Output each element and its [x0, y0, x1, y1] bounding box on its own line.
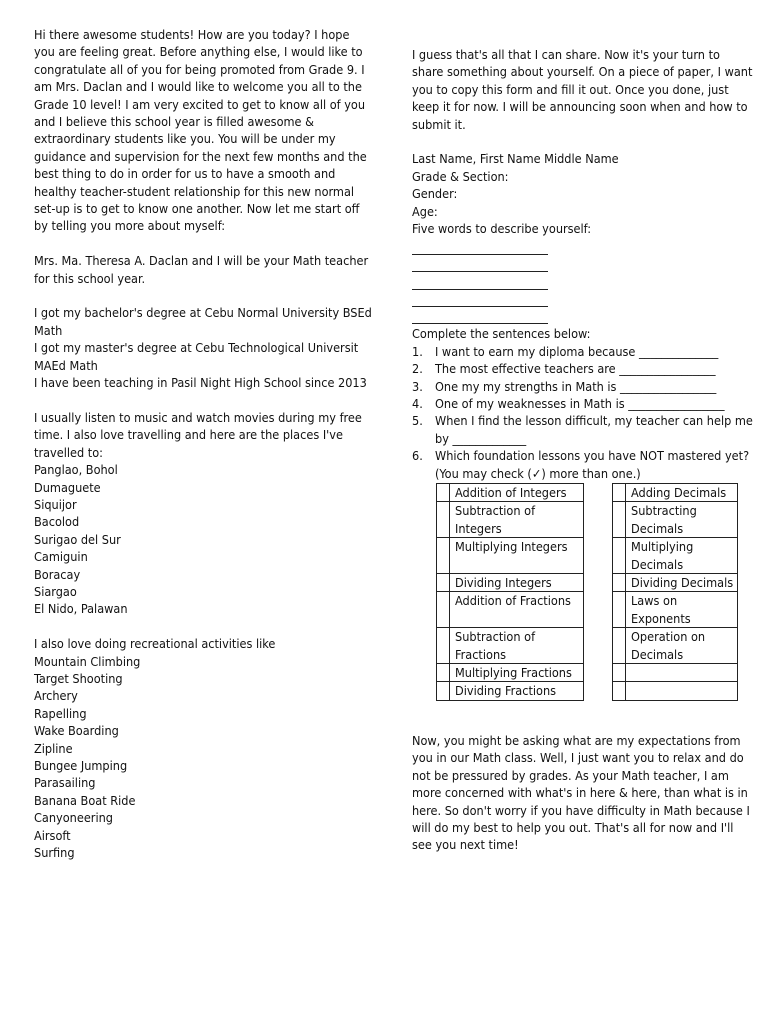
- table-row: [437, 628, 584, 664]
- lesson-label: Subtracting Decimals: [626, 502, 738, 538]
- form-name-label: Last Name, First Name Middle Name: [412, 151, 619, 167]
- item-text: One of my weaknesses in Math is _________________: [435, 396, 725, 412]
- intro-paragraph: Hi there awesome students! How are you today? I hope you are feeling great. Before anything else, I would like to congratulate all of you for being promoted from Grade 9. I am Mrs. Daclan and I would like to welcome you all to the Grade 10 level! I am very excited to get to know all of you and I believe this school year is filled awesome & extraordinary students like you. You will be under my guidance and supervision for the next few months and the best thing to do in order for us to have a smooth and healthy teacher-student relationship for this new normal set-up is to get to know one another. Now let me start off by telling you more about myself:: [34, 27, 367, 234]
- list-item: Wake Boarding: [34, 723, 119, 739]
- table-row: [613, 682, 738, 700]
- lesson-label: Addition of Fractions: [450, 592, 584, 628]
- lesson-label: Subtraction of Integers: [450, 502, 584, 538]
- list-item: El Nido, Palawan: [34, 601, 128, 617]
- table-row: [437, 538, 584, 574]
- list-item: [412, 360, 754, 377]
- list-item: [412, 447, 754, 482]
- form-grade-label: Grade & Section:: [412, 168, 509, 184]
- list-item: Dumaguete: [34, 479, 101, 495]
- blank-line: [412, 237, 548, 254]
- list-item: Archery: [34, 688, 78, 704]
- lesson-label: Dividing Decimals: [626, 574, 738, 592]
- checkbox[interactable]: [613, 574, 626, 592]
- list-item: Airsoft: [34, 827, 71, 843]
- table-row: [437, 682, 584, 700]
- item-number: 5.: [412, 413, 423, 429]
- list-item: Bungee Jumping: [34, 758, 128, 773]
- lessons-table-left: [436, 483, 584, 701]
- checkbox[interactable]: [437, 484, 450, 502]
- list-item: Canyoneering: [34, 810, 113, 826]
- blank-line: [412, 307, 548, 324]
- list-item: Target Shooting: [34, 670, 123, 686]
- right-column: [412, 46, 754, 482]
- form-words-label: Five words to describe yourself:: [412, 221, 592, 237]
- item-text: Which foundation lessons you have NOT mastered yet? (You may check (✓) more than one.): [435, 448, 750, 481]
- education-line: I have been teaching in Pasil Night High School since 2013: [34, 375, 367, 391]
- checkbox[interactable]: [613, 628, 626, 664]
- education-line: I got my master's degree at Cebu Technological Universit MAEd Math: [34, 340, 359, 373]
- list-item: Mountain Climbing: [34, 653, 141, 669]
- lesson-label: Adding Decimals: [626, 484, 738, 502]
- list-item: Surfing: [34, 845, 75, 861]
- form-gender-label: Gender:: [412, 186, 458, 202]
- list-item: Siargao: [34, 583, 77, 599]
- item-text: The most effective teachers are _________________: [435, 361, 716, 377]
- places-list: [34, 461, 372, 618]
- travel-intro: I usually listen to music and watch movies during my free time. I also love travelling and here are the places I've travelled to:: [34, 409, 362, 460]
- item-number: 2.: [412, 361, 423, 377]
- item-text: I want to earn my diploma because ______________: [435, 343, 719, 359]
- education-line: I got my bachelor's degree at Cebu Normal University BSEd Math: [34, 305, 372, 338]
- checkbox[interactable]: [613, 592, 626, 628]
- list-item: Camiguin: [34, 549, 88, 565]
- blank-line: [412, 255, 548, 272]
- table-row: [437, 592, 584, 628]
- checkbox[interactable]: [437, 592, 450, 628]
- closing-paragraph: Now, you might be asking what are my expectations from you in our Math class. Well, I just want you to relax and do not be pressured by grades. As your Math teacher, I am more concerned with what's in here & here, than what is in here. So don't worry if you have difficulty in Math because I will do my best to help you out. That's all for now and I'll see you next time!: [412, 733, 750, 853]
- lesson-label: [626, 664, 738, 682]
- table-row: [613, 574, 738, 592]
- list-item: Surigao del Sur: [34, 531, 121, 547]
- lesson-label: Multiplying Fractions: [450, 664, 584, 682]
- list-item: Zipline: [34, 740, 73, 756]
- checkbox[interactable]: [437, 574, 450, 592]
- list-item: Bacolod: [34, 514, 80, 530]
- checkbox[interactable]: [437, 628, 450, 664]
- form-age-label: Age:: [412, 203, 438, 219]
- list-item: Siquijor: [34, 496, 77, 512]
- list-item: Banana Boat Ride: [34, 792, 136, 808]
- share-paragraph: I guess that's all that I can share. Now it's your turn to share something about yourself. On a piece of paper, I want you to copy this form and fill it out. Once you done, just keep it for now. I will be announcing soon when and how to submit it.: [412, 47, 753, 132]
- table-row: [437, 574, 584, 592]
- table-row: [613, 592, 738, 628]
- checkbox[interactable]: [613, 484, 626, 502]
- checkbox[interactable]: [613, 664, 626, 682]
- list-item: [412, 395, 754, 412]
- blank-line: [412, 290, 548, 307]
- checkbox[interactable]: [613, 682, 626, 700]
- table-row: [613, 664, 738, 682]
- sentence-list: [412, 343, 754, 482]
- lesson-label: Dividing Fractions: [450, 682, 584, 700]
- table-row: [613, 538, 738, 574]
- checkbox[interactable]: [613, 538, 626, 574]
- table-row: [613, 502, 738, 538]
- checkbox[interactable]: [437, 502, 450, 538]
- item-number: 3.: [412, 378, 423, 394]
- checkbox[interactable]: [437, 682, 450, 700]
- lesson-label: Laws on Exponents: [626, 592, 738, 628]
- list-item: [412, 412, 754, 447]
- list-item: [412, 343, 754, 360]
- lesson-label: Addition of Integers: [450, 484, 584, 502]
- checkbox[interactable]: [437, 664, 450, 682]
- blank-line: [412, 272, 548, 289]
- list-item: [412, 378, 754, 395]
- item-text: When I find the lesson difficult, my teacher can help me by _____________: [435, 413, 753, 446]
- teacher-name-paragraph: Mrs. Ma. Theresa A. Daclan and I will be your Math teacher for this school year.: [34, 253, 369, 286]
- checkbox[interactable]: [437, 538, 450, 574]
- lesson-label: Multiplying Integers: [450, 538, 584, 574]
- list-item: Rapelling: [34, 705, 87, 721]
- lesson-label: Dividing Integers: [450, 574, 584, 592]
- table-row: [437, 664, 584, 682]
- activities-list: [34, 653, 372, 862]
- table-row: [613, 628, 738, 664]
- closing-section: [412, 732, 754, 854]
- list-item: Boracay: [34, 566, 81, 582]
- table-row: [437, 484, 584, 502]
- item-number: 6.: [412, 448, 423, 464]
- table-row: [613, 484, 738, 502]
- item-number: 4.: [412, 396, 423, 412]
- checkbox[interactable]: [613, 502, 626, 538]
- item-text: One my my strengths in Math is _________________: [435, 378, 717, 394]
- list-item: Parasailing: [34, 775, 96, 791]
- table-row: [437, 502, 584, 538]
- lesson-label: Operation on Decimals: [626, 628, 738, 664]
- list-item: Panglao, Bohol: [34, 462, 118, 478]
- lesson-label: Subtraction of Fractions: [450, 628, 584, 664]
- lesson-label: Multiplying Decimals: [626, 538, 738, 574]
- left-column: [34, 26, 372, 861]
- lessons-table-right: [612, 483, 738, 701]
- item-number: 1.: [412, 343, 423, 359]
- complete-heading: Complete the sentences below:: [412, 326, 591, 342]
- activities-intro: I also love doing recreational activities like: [34, 636, 276, 652]
- lesson-label: [626, 682, 738, 700]
